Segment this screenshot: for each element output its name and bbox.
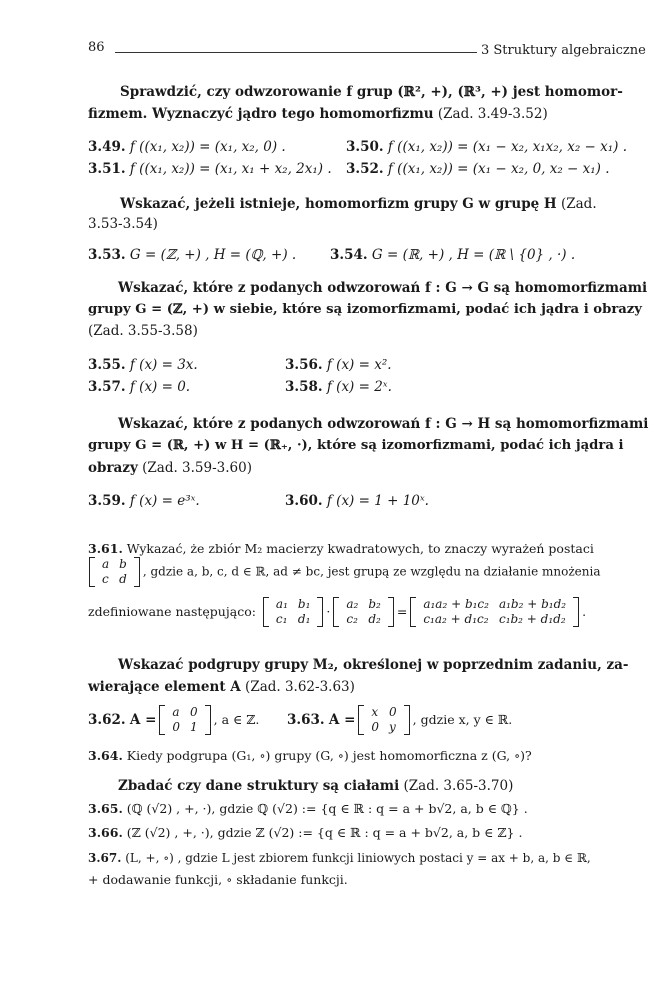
intro4-line3-bold: obrazy xyxy=(88,460,138,476)
exercise-3-67-line2: + dodawanie funkcji, ∘ składanie funkcji. xyxy=(88,872,348,887)
exercise-formula: (ℚ (√2) , +, ·), gdzie ℚ (√2) := {q ∈ ℝ : q = a + b√2, a, b ∈ ℚ} . xyxy=(126,801,528,816)
matrix-cell: a xyxy=(172,705,180,719)
exercise-text: , gdzie x, y ∈ ℝ. xyxy=(412,712,513,727)
matrix-abcd xyxy=(88,557,141,587)
exercise-formula: G = (ℝ, +) , H = (ℝ \ {0} , ·) . xyxy=(371,247,576,263)
exercise-3-52 xyxy=(346,161,610,177)
intro1-line2-ref: (Zad. 3.49-3.52) xyxy=(437,106,548,122)
exercise-formula: f (x) = e³ˣ. xyxy=(129,493,200,509)
matrix-cell: c₁a₂ + d₁c₂ xyxy=(423,612,489,626)
exercise-3-51 xyxy=(88,161,332,177)
exercise-number: 3.57. xyxy=(88,379,126,395)
exercise-3-56 xyxy=(285,357,392,373)
matrix-a-0-0-1 xyxy=(158,705,211,735)
exercise-formula: (L, +, ∘) , gdzie L jest zbiorem funkcji liniowych postaci y = ax + b, a, b ∈ ℝ, xyxy=(125,851,591,865)
matrix-product xyxy=(409,597,580,627)
intro4-line1: Wskazać, które z podanych odwzorowań f : G → H są homomorfizmami xyxy=(118,416,649,432)
intro3-line2: grupy G = (ℤ, +) w siebie, które są izomorfizmami, podać ich jądra i obrazy xyxy=(88,302,642,317)
matrix-x-0-0-y xyxy=(357,705,410,735)
exercise-number: 3.54. xyxy=(330,247,368,263)
exercise-lhs: A = xyxy=(129,712,157,728)
operator: . xyxy=(582,604,587,619)
intro2-line1-ref: (Zad. xyxy=(560,196,597,212)
matrix-cell: 0 xyxy=(190,705,198,719)
exercise-formula: G = (ℤ, +) , H = (ℚ, +) . xyxy=(129,247,297,263)
matrix-cell: d₁ xyxy=(297,612,311,626)
matrix-cell: c₁b₂ + d₁d₂ xyxy=(498,612,566,626)
running-title: 3 Struktury algebraiczne xyxy=(481,43,646,58)
intro6-line1-bold: Zbadać czy dane struktury są ciałami xyxy=(118,778,400,794)
exercise-number: 3.65. xyxy=(88,801,123,816)
exercise-3-54 xyxy=(330,247,575,263)
exercise-3-63 xyxy=(287,705,512,735)
exercise-number: 3.53. xyxy=(88,247,126,263)
page-number: 86 xyxy=(88,40,105,55)
intro5-line1: Wskazać podgrupy grupy M₂, określonej w poprzednim zadaniu, za- xyxy=(118,657,629,673)
exercise-3-53 xyxy=(88,247,296,263)
exercise-formula: f (x) = 3x. xyxy=(129,357,198,373)
matrix-cell: a₁ xyxy=(275,597,288,611)
operator: = xyxy=(396,604,408,619)
exercise-formula: (ℤ (√2) , +, ·), gdzie ℤ (√2) := {q ∈ ℝ : q = a + b√2, a, b ∈ ℤ} . xyxy=(126,825,523,840)
exercise-3-59 xyxy=(88,493,200,509)
matrix-cell: a₁b₂ + b₁d₂ xyxy=(498,597,567,611)
exercise-number: 3.64. xyxy=(88,748,123,763)
intro2-line1-bold: Wskazać, jeżeli istnieje, homomorfizm grupy G w grupę H xyxy=(120,196,557,212)
exercise-3-50 xyxy=(346,139,627,155)
exercise-formula: f (x) = 1 + 10ˣ. xyxy=(326,493,429,509)
exercise-number: 3.55. xyxy=(88,357,126,373)
matrix-cell: b₁ xyxy=(297,597,311,611)
exercise-text: Kiedy podgrupa (G₁, ∘) grupy (G, ∘) jest homomorficzna z (G, ∘)? xyxy=(126,748,532,763)
exercise-3-49 xyxy=(88,139,286,155)
intro1-line2 xyxy=(88,106,548,122)
exercise-number: 3.56. xyxy=(285,357,323,373)
exercise-formula: f (x) = 0. xyxy=(129,379,191,395)
exercise-number: 3.59. xyxy=(88,493,126,509)
exercise-number: 3.60. xyxy=(285,493,323,509)
matrix-cell: b xyxy=(119,557,127,571)
intro5-line2-ref: (Zad. 3.62-3.63) xyxy=(245,679,355,695)
matrix-cell: y xyxy=(389,720,396,734)
intro4-line3 xyxy=(88,460,252,476)
exercise-formula: f (x) = 2ˣ. xyxy=(326,379,392,395)
matrix-1 xyxy=(262,597,324,627)
exercise-lhs: A = xyxy=(328,712,356,728)
matrix-cell: c₁ xyxy=(275,612,288,626)
exercise-3-55 xyxy=(88,357,198,373)
exercise-number: 3.58. xyxy=(285,379,323,395)
operator: · xyxy=(326,604,331,619)
exercise-formula: f ((x₁, x₂)) = (x₁ − x₂, x₁x₂, x₂ − x₁) . xyxy=(387,139,627,155)
intro5-line2 xyxy=(88,679,355,695)
exercise-3-66 xyxy=(88,825,522,841)
matrix-cell: d₂ xyxy=(368,612,381,626)
intro4-line2: grupy G = (ℝ, +) w H = (ℝ₊, ·), które są izomorfizmami, podać ich jądra i xyxy=(88,438,624,453)
exercise-3-61-line2 xyxy=(86,557,601,587)
exercise-3-62 xyxy=(88,705,259,735)
header-rule xyxy=(115,52,477,53)
exercise-formula: f ((x₁, x₂)) = (x₁ − x₂, 0, x₂ − x₁) . xyxy=(387,161,610,177)
exercise-3-58 xyxy=(285,379,392,395)
matrix-cell: c xyxy=(102,572,109,586)
exercise-number: 3.63. xyxy=(287,712,325,728)
matrix-cell: 0 xyxy=(172,720,181,734)
intro5-line2-bold: wierające element A xyxy=(88,679,241,695)
matrix-cell: 0 xyxy=(389,705,397,719)
exercise-3-65 xyxy=(88,801,528,817)
exercise-3-60 xyxy=(285,493,429,509)
exercise-text: , a ∈ ℤ. xyxy=(213,712,260,727)
exercise-formula: f (x) = x². xyxy=(326,357,392,373)
intro1-line2-bold: fizmem. Wyznaczyć jądro tego homomorfizmu xyxy=(88,106,434,122)
intro1-line1: Sprawdzić, czy odwzorowanie f grup (ℝ², +), (ℝ³, +) jest homomor- xyxy=(120,84,623,100)
exercise-text: , gdzie a, b, c, d ∈ ℝ, ad ≠ bc, jest grupą ze względu na działanie mnożenia xyxy=(142,564,601,579)
matrix-cell: 0 xyxy=(371,720,380,734)
exercise-text: zdefiniowane następująco: xyxy=(88,604,256,619)
exercise-number: 3.67. xyxy=(88,851,122,865)
exercise-3-67 xyxy=(88,850,591,866)
exercise-3-64 xyxy=(88,748,532,764)
exercise-number: 3.50. xyxy=(346,139,384,155)
exercise-3-57 xyxy=(88,379,190,395)
matrix-cell: c₂ xyxy=(346,612,358,626)
exercise-number: 3.62. xyxy=(88,712,126,728)
matrix-2 xyxy=(332,597,394,627)
matrix-cell: a xyxy=(102,557,110,571)
matrix-cell: a₁a₂ + b₁c₂ xyxy=(423,597,489,611)
matrix-cell: x xyxy=(371,705,379,719)
matrix-cell: 1 xyxy=(190,720,198,734)
exercise-formula: f ((x₁, x₂)) = (x₁, x₂, 0) . xyxy=(129,139,286,155)
exercise-number: 3.51. xyxy=(88,161,126,177)
exercise-number: 3.66. xyxy=(88,825,123,840)
exercise-number: 3.52. xyxy=(346,161,384,177)
intro3-line1: Wskazać, które z podanych odwzorowań f : G → G są homomorfizmami xyxy=(118,280,648,296)
matrix-cell: a₂ xyxy=(346,597,359,611)
intro3-line3: (Zad. 3.55-3.58) xyxy=(88,323,198,339)
intro6-line1 xyxy=(118,778,513,794)
intro6-line1-ref: (Zad. 3.65-3.70) xyxy=(403,778,514,794)
matrix-cell: b₂ xyxy=(368,597,381,611)
intro2-line2: 3.53-3.54) xyxy=(88,216,158,232)
intro2-line1 xyxy=(120,196,597,212)
matrix-cell: d xyxy=(119,572,127,586)
exercise-text: Wykazać, że zbiór M₂ macierzy kwadratowych, to znaczy wyrażeń postaci xyxy=(126,541,594,556)
exercise-number: 3.49. xyxy=(88,139,126,155)
exercise-3-61-line1 xyxy=(88,541,594,557)
intro4-line3-ref: (Zad. 3.59-3.60) xyxy=(142,460,252,476)
exercise-3-61-line3 xyxy=(88,597,586,627)
exercise-formula: f ((x₁, x₂)) = (x₁, x₁ + x₂, 2x₁) . xyxy=(129,161,332,177)
exercise-number: 3.61. xyxy=(88,541,123,556)
